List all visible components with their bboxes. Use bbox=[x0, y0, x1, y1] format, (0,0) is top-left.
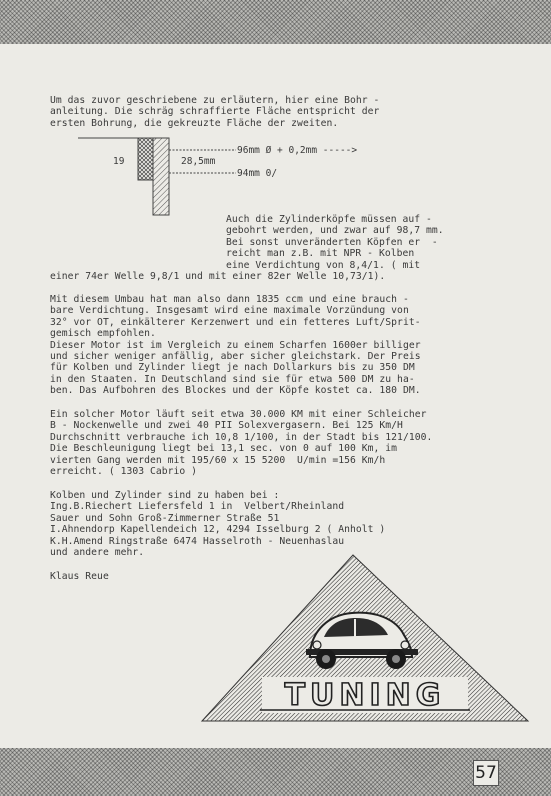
intro-paragraph: Um das zuvor geschriebene zu erläutern, hier eine Bohr - anleitung. Die schräg schraffierte Fläche entspricht der ersten Bohrung, die gekreuzte Fläche der zweiten. bbox=[50, 95, 380, 129]
bezugsquellen-paragraph: Kolben und Zylinder sind zu haben bei : Ing.B.Riechert Liefersfeld 1 in Velbert/Rheinland Sauer und Sohn Groß-Zimmerner Straße 51 I.Ahnendorp Kapellendeich 12, 4294 Isselburg 2 ( Anholt ) K.H.Amend Ringstraße 6474 Hasselroth - Neuenhaslau und andere mehr. bbox=[50, 490, 386, 559]
label-96mm: 96mm Ø + 0,2mm -----> bbox=[237, 145, 358, 156]
zylinderkoepfe-paragraph: Auch die Zylinderköpfe müssen auf - gebohrt werden, und zwar auf 98,7 mm. Bei sonst unveränderten Köpfen er - reicht man z.B. mit NPR - Kolben eine Verdichtung von 8,4/1. ( mit bbox=[226, 214, 444, 271]
cross-hatched-bore bbox=[138, 138, 153, 180]
author-name: Klaus Reue bbox=[50, 571, 109, 582]
zylinderkoepfe-paragraph-end: einer 74er Welle 9,8/1 und mit einer 82er Welle 10,73/1). bbox=[50, 271, 386, 282]
bore-diagram bbox=[0, 0, 551, 230]
logo-tuning-text: TUNING bbox=[284, 678, 446, 713]
label-94mm: 94mm 0/ bbox=[237, 168, 278, 179]
label-19: 19 bbox=[113, 156, 125, 167]
diagonal-hatched-bore bbox=[153, 138, 169, 215]
motor-paragraph: Ein solcher Motor läuft seit etwa 30.000 KM mit einer Schleicher B - Nockenwelle und zwei 40 PII Solexvergasern. Bei 125 Km/H Durchschnitt verbrauche ich 10,8 1/100, in der Stadt bis 121/100. Die Beschleunigung liegt bei 13,1 sec. von 0 auf 100 Km, im vierten Gang werden mit 195/60 x 15 5200 U/min =156 Km/h erreicht. ( 1303 Cabrio ) bbox=[50, 409, 433, 478]
label-28-5mm: 28,5mm bbox=[181, 156, 216, 167]
umbau-paragraph: Mit diesem Umbau hat man also dann 1835 ccm und eine brauch - bare Verdichtung. Insgesamt wird eine maximale Vorzündung von 32° vor OT, einkälterer Kerzenwert und ein fetteres Luft/Sprit- gemisch empfohlen. Dieser Motor ist im Vergleich zu einem Scharfen 1600er billiger und sicher weniger anfällig, aber sicher gleichstark. Der Preis für Kolben und Zylinder liegt je nach Dollarkurs bis zu 350 DM in den Staaten. In Deutschland sind sie für etwa 500 DM zu ha- ben. Das Aufbohren des Blockes und der Köpfe kostet ca. 180 DM. bbox=[50, 294, 421, 397]
tuning-logo bbox=[200, 553, 530, 723]
footer-pattern-band bbox=[0, 748, 551, 796]
page-number: 57 bbox=[473, 760, 499, 786]
